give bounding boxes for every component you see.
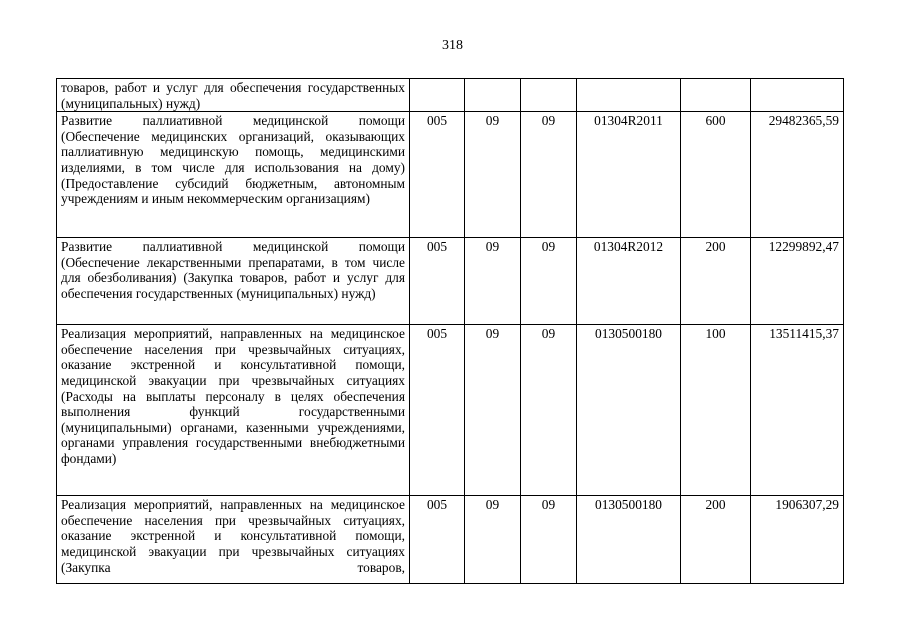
- ved-cell: [410, 79, 465, 112]
- sum-cell: 13511415,37: [751, 325, 844, 496]
- pr-cell: 09: [521, 325, 577, 496]
- sum-cell: [751, 79, 844, 112]
- ved-cell: 005: [410, 238, 465, 325]
- row-description: Реализация мероприятий, направленных на медицинское обеспечение населения при чрезвычайных ситуациях, оказание экстренной и консультативной помощи, медицинской эвакуации при чрезвычайных ситуациях (Закупка товаров,: [57, 496, 410, 584]
- pr-cell: 09: [521, 496, 577, 584]
- rz-cell: 09: [465, 112, 521, 238]
- rz-cell: 09: [465, 238, 521, 325]
- row-description: Реализация мероприятий, направленных на медицинское обеспечение населения при чрезвычайных ситуациях, оказание экстренной и консультативной помощи, медицинской эвакуации при чрезвычайных ситуациях (Расходы на выплаты персоналу в целях обеспечения выполнения функций государственными (муниципальными) органами, казенными учреждениями, органами управления государственными внебюджетными фондами): [57, 325, 410, 496]
- csr-cell: 01304R2012: [577, 238, 681, 325]
- csr-cell: 0130500180: [577, 325, 681, 496]
- table-row: [57, 496, 844, 584]
- sum-cell: 1906307,29: [751, 496, 844, 584]
- row-description: Развитие паллиативной медицинской помощи (Обеспечение лекарственными препаратами, в том числе для обезболивания) (Закупка товаров, работ и услуг для обеспечения государственных (муниципальных) нужд): [57, 238, 410, 325]
- vr-cell: 600: [681, 112, 751, 238]
- csr-cell: 0130500180: [577, 496, 681, 584]
- vr-cell: 200: [681, 238, 751, 325]
- table-row: [57, 325, 844, 496]
- rz-cell: 09: [465, 496, 521, 584]
- ved-cell: 005: [410, 112, 465, 238]
- row-description: товаров, работ и услуг для обеспечения государственных (муниципальных) нужд): [57, 79, 410, 112]
- page-number: 318: [442, 38, 463, 53]
- table-row: [57, 112, 844, 238]
- rz-cell: [465, 79, 521, 112]
- table-row: [57, 238, 844, 325]
- budget-table: [56, 78, 844, 584]
- rz-cell: 09: [465, 325, 521, 496]
- pr-cell: 09: [521, 238, 577, 325]
- sum-cell: 29482365,59: [751, 112, 844, 238]
- table-row: [57, 79, 844, 112]
- pr-cell: [521, 79, 577, 112]
- csr-cell: 01304R2011: [577, 112, 681, 238]
- sum-cell: 12299892,47: [751, 238, 844, 325]
- vr-cell: [681, 79, 751, 112]
- vr-cell: 200: [681, 496, 751, 584]
- ved-cell: 005: [410, 496, 465, 584]
- ved-cell: 005: [410, 325, 465, 496]
- pr-cell: 09: [521, 112, 577, 238]
- vr-cell: 100: [681, 325, 751, 496]
- csr-cell: [577, 79, 681, 112]
- row-description: Развитие паллиативной медицинской помощи (Обеспечение медицинских организаций, оказывающих паллиативную медицинскую помощь, медицинскими изделиями, в том числе для использования на дому) (Предоставление субсидий бюджетным, автономным учреждениям и иным некоммерческим организациям): [57, 112, 410, 238]
